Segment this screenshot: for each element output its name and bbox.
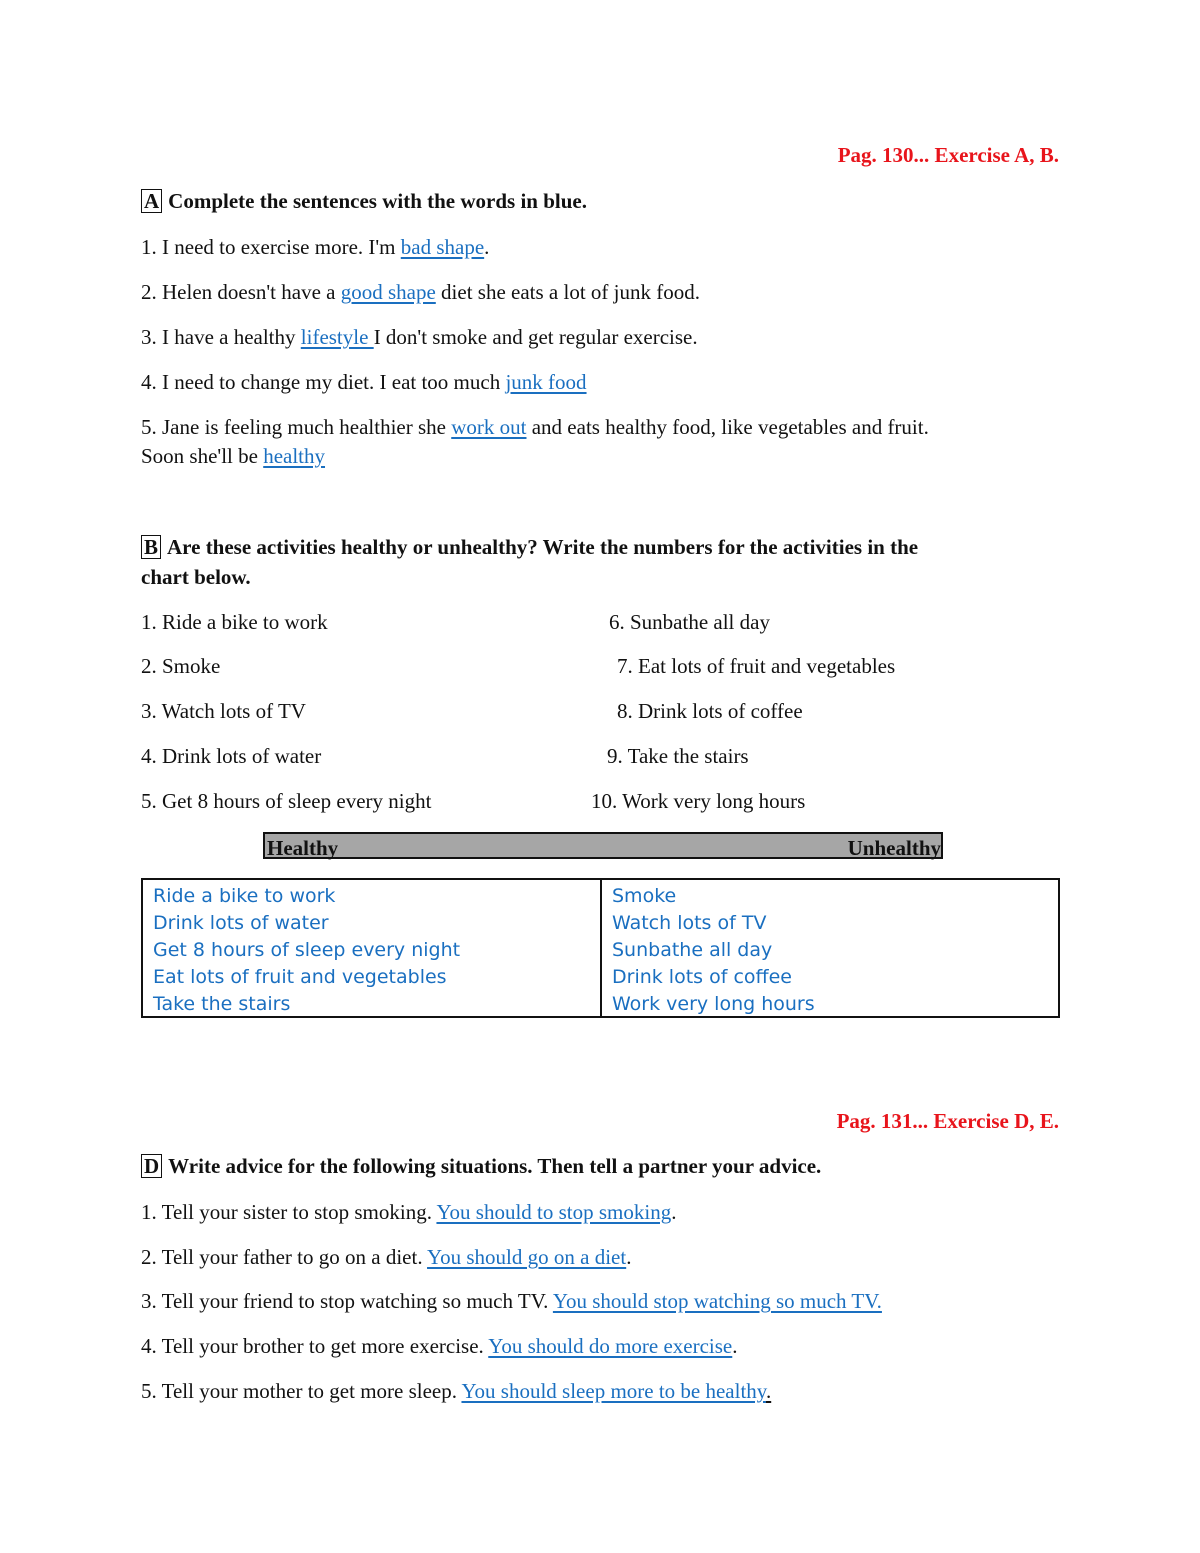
exercise-a-instruction: Complete the sentences with the words in blue.	[168, 189, 587, 213]
exercise-a-item-3	[141, 325, 698, 350]
activity-item: 9. Take the stairs	[607, 744, 749, 768]
healthy-answer: Take the stairs	[153, 993, 291, 1015]
chart-header-bar	[263, 832, 943, 859]
healthy-column	[153, 883, 460, 1018]
item-text: 3. Tell your friend to stop watching so much TV.	[141, 1289, 553, 1313]
item-text: .	[484, 235, 490, 259]
activity-item: 7. Eat lots of fruit and vegetables	[617, 654, 896, 678]
healthy-answer: Ride a bike to work	[153, 885, 336, 907]
chart-divider	[600, 880, 602, 1016]
item-text: .	[732, 1334, 738, 1358]
exercise-d-instruction-line	[141, 1154, 821, 1179]
exercise-b-letter: B	[141, 535, 161, 559]
answer-text: You should to stop smoking	[436, 1200, 672, 1224]
healthy-answer: Drink lots of water	[153, 912, 329, 934]
exercise-a-letter: A	[141, 189, 162, 213]
exercise-a-item-5-continued	[141, 444, 325, 469]
unhealthy-header: Unhealthy	[847, 836, 941, 860]
item-text: 5. Tell your mother to get more sleep.	[141, 1379, 462, 1403]
item-text: .	[671, 1200, 677, 1224]
activity-item: 4. Drink lots of water	[141, 744, 322, 768]
exercise-d-item-5	[141, 1379, 771, 1404]
activity-item: 8. Drink lots of coffee	[617, 699, 803, 723]
answer-text: You should go on a diet	[427, 1245, 627, 1269]
exercise-d-item-3	[141, 1289, 882, 1314]
exercise-a-instruction-line	[141, 189, 587, 214]
answer-text: work out	[451, 415, 527, 439]
exercise-d-letter: D	[141, 1154, 162, 1178]
exercise-b-instruction-line-2: chart below.	[141, 565, 251, 589]
item-text: .	[626, 1245, 632, 1269]
item-text: 1. I need to exercise more. I'm	[141, 235, 401, 259]
exercise-d-item-2	[141, 1245, 631, 1270]
answer-chart	[141, 878, 1060, 1018]
unhealthy-answer: Sunbathe all day	[612, 939, 773, 961]
answer-text: junk food	[505, 370, 587, 394]
activity-item: 10. Work very long hours	[591, 789, 806, 813]
activity-item: 3. Watch lots of TV	[141, 699, 306, 723]
activity-item: 5. Get 8 hours of sleep every night	[141, 789, 432, 813]
exercise-a-item-1	[141, 235, 489, 260]
item-text: 2. Tell your father to go on a diet.	[141, 1245, 428, 1269]
answer-text: good shape	[340, 280, 436, 304]
healthy-answer: Get 8 hours of sleep every night	[153, 939, 461, 961]
answer-text: bad shape	[400, 235, 485, 259]
exercise-d-item-4	[141, 1334, 738, 1359]
healthy-answer: Eat lots of fruit and vegetables	[153, 966, 447, 988]
item-text: 4. Tell your brother to get more exercise.	[141, 1334, 489, 1358]
exercise-b-instruction-line	[141, 535, 918, 560]
item-text: Soon she'll be	[141, 444, 264, 468]
item-text: .	[765, 1379, 772, 1403]
healthy-header: Healthy	[267, 836, 339, 860]
answer-text: You should stop watching so much TV.	[552, 1289, 882, 1313]
item-text: 5. Jane is feeling much healthier she	[141, 415, 452, 439]
answer-text: healthy	[263, 444, 326, 468]
unhealthy-column	[612, 883, 815, 1018]
exercise-de-heading: Pag. 131... Exercise D, E.	[836, 1109, 1059, 1133]
item-text: 2. Helen doesn't have a	[141, 280, 341, 304]
answer-text: You should do more exercise	[488, 1334, 733, 1358]
answer-text: lifestyle	[300, 325, 374, 349]
exercise-a-item-5	[141, 415, 929, 440]
unhealthy-answer: Drink lots of coffee	[612, 966, 792, 988]
exercise-d-item-1	[141, 1200, 676, 1225]
exercise-a-item-2	[141, 280, 700, 305]
item-text: I don't smoke and get regular exercise.	[373, 325, 698, 349]
exercise-a-item-4	[141, 370, 587, 395]
unhealthy-answer: Watch lots of TV	[612, 912, 767, 934]
exercise-b-instruction: Are these activities healthy or unhealthy? Write the numbers for the activities in the	[167, 535, 919, 559]
activity-item: 1. Ride a bike to work	[141, 610, 328, 634]
unhealthy-answer: Smoke	[612, 885, 677, 907]
item-text: 3. I have a healthy	[141, 325, 301, 349]
exercise-ab-heading: Pag. 130... Exercise A, B.	[837, 143, 1059, 167]
activity-item: 6. Sunbathe all day	[609, 610, 770, 634]
answer-text: You should sleep more to be healthy	[461, 1379, 766, 1403]
unhealthy-answer: Work very long hours	[612, 993, 815, 1015]
item-text: and eats healthy food, like vegetables and fruit.	[526, 415, 929, 439]
item-text: 4. I need to change my diet. I eat too much	[141, 370, 506, 394]
exercise-d-instruction: Write advice for the following situations. Then tell a partner your advice.	[168, 1154, 822, 1178]
item-text: 1. Tell your sister to stop smoking.	[141, 1200, 437, 1224]
item-text: diet she eats a lot of junk food.	[435, 280, 700, 304]
activity-item: 2. Smoke	[141, 654, 221, 678]
